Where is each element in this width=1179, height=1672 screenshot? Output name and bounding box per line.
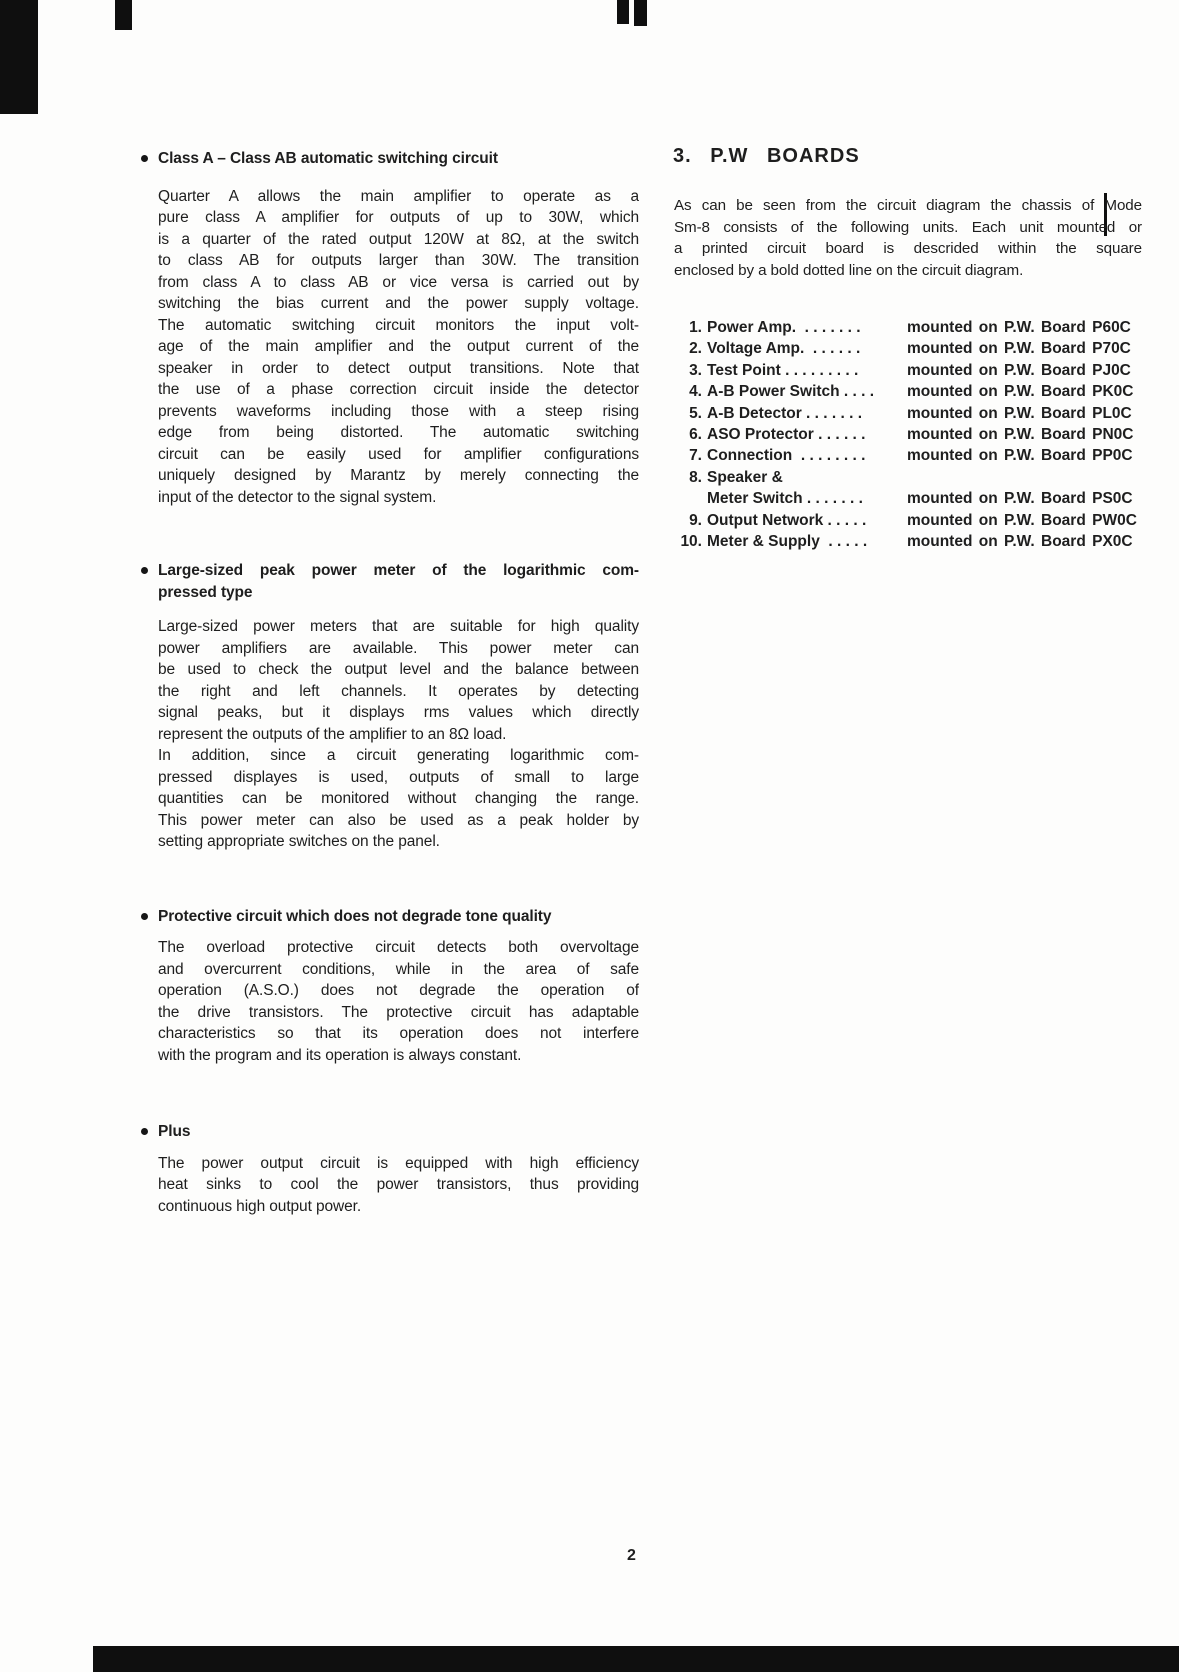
text-line: age of the main amplifier and the output current of the — [158, 338, 639, 355]
section-peak-power-meter — [158, 560, 639, 853]
text-line: a printed circuit board is descrided within the square — [674, 240, 1142, 257]
section-heading — [158, 906, 639, 928]
board-list-row — [660, 338, 1175, 359]
left-column — [158, 140, 639, 1217]
scan-artifact-top-mid-1 — [617, 0, 629, 24]
text-line: represent the outputs of the amplifier to an 8Ω load. — [158, 725, 507, 743]
board-row-mounted: mounted on P.W. Board PL0C — [907, 404, 1132, 422]
section-heading — [158, 1121, 639, 1143]
section-body — [158, 937, 639, 1066]
text-line: uniquely designed by Marantz by merely connecting the — [158, 467, 639, 484]
board-row-num: 7. — [689, 447, 702, 465]
section-heading-lines — [158, 906, 639, 928]
text-line: is a quarter of the rated output 120W at 8Ω, at the switch — [158, 230, 639, 248]
pw-boards-heading: 3. P.W BOARDS — [673, 145, 860, 167]
text-line: Quarter A allows the main amplifier to operate as a — [158, 187, 639, 205]
board-row-item: A-B Detector . . . . . . . — [707, 404, 863, 422]
text-line: pressed type — [158, 583, 253, 601]
text-line: This power meter can also be used as a peak holder by — [158, 811, 639, 829]
board-row-mounted: mounted on P.W. Board PW0C — [907, 511, 1137, 529]
board-row-mounted: mounted on P.W. Board PJ0C — [907, 361, 1131, 379]
board-row-item: A-B Power Switch . . . . — [707, 383, 875, 401]
text-line: The automatic switching circuit monitors the input volt- — [158, 316, 639, 334]
text-line: The overload protective circuit detects both overvoltage — [158, 939, 639, 956]
text-line: signal peaks, but it displays rms values which directly — [158, 704, 639, 721]
section-heading — [158, 148, 639, 170]
text-line: prevents waveforms including those with a steep rising — [158, 402, 639, 420]
board-row-mounted: mounted on P.W. Board P60C — [907, 319, 1131, 336]
text-line: switching the bias current and the power supply voltage. — [158, 295, 639, 312]
board-list-row — [660, 467, 1175, 488]
text-line: As can be seen from the circuit diagram the chassis of Mode — [674, 197, 1142, 214]
scan-artifact-top-left — [0, 0, 38, 114]
section-protective-circuit — [158, 906, 639, 1067]
bullet-icon — [141, 567, 148, 574]
board-row-item: Output Network . . . . . — [707, 511, 867, 529]
board-list-row — [660, 424, 1175, 445]
scan-artifact-bottom-bar — [93, 1646, 1179, 1672]
board-list-row — [660, 488, 1175, 509]
text-line: characteristics so that its operation does not interfere — [158, 1025, 639, 1042]
text-line: circuit can be easily used for amplifier configurations — [158, 445, 639, 463]
board-list-row — [660, 360, 1175, 381]
text-line: Sm-8 consists of the following units. Each unit mounted or — [674, 218, 1142, 236]
text-line: heat sinks to cool the power transistors, thus providing — [158, 1176, 639, 1193]
text-line: power amplifiers are available. This power meter can — [158, 639, 639, 657]
board-list-row — [660, 403, 1175, 424]
text-line: Large-sized power meters that are suitable for high quality — [158, 618, 639, 635]
section-plus — [158, 1121, 639, 1217]
section-heading-lines — [158, 560, 639, 603]
board-list-row — [660, 510, 1175, 531]
board-list-row — [660, 381, 1175, 402]
bullet-icon — [141, 1128, 148, 1135]
text-line: Plus — [158, 1123, 191, 1140]
board-row-num: 9. — [689, 511, 702, 529]
section-heading-lines — [158, 148, 639, 170]
board-list-row — [660, 317, 1175, 338]
board-row-mounted: mounted on P.W. Board PX0C — [907, 532, 1133, 550]
board-row-item: Meter Switch . . . . . . . — [707, 490, 863, 508]
section-body — [158, 1153, 639, 1218]
board-row-mounted: mounted on P.W. Board PN0C — [907, 425, 1134, 443]
text-line: Protective circuit which does not degrade tone quality — [158, 907, 552, 925]
text-line: input of the detector to the signal system. — [158, 488, 437, 506]
board-row-mounted: mounted on P.W. Board P70C — [907, 340, 1131, 358]
text-line: Class A – Class AB automatic switching circuit — [158, 150, 498, 167]
text-line: enclosed by a bold dotted line on the circuit diagram. — [674, 261, 1024, 279]
board-row-num: 10. — [680, 532, 702, 550]
text-line: operation (A.S.O.) does not degrade the operation of — [158, 982, 639, 999]
text-line: edge from being distorted. The automatic switching — [158, 424, 639, 441]
text-line: speaker in order to detect output transitions. Note that — [158, 359, 639, 377]
board-row-num: 6. — [689, 425, 702, 443]
text-line: the use of a phase correction circuit inside the detector — [158, 381, 639, 398]
board-row-num: 5. — [689, 404, 702, 422]
board-row-item: Connection . . . . . . . . — [707, 447, 866, 465]
text-line: pure class A amplifier for outputs of up to 30W, which — [158, 209, 639, 226]
board-row-num: 3. — [689, 361, 702, 379]
text-line: continuous high output power. — [158, 1197, 362, 1215]
page-number: 2 — [627, 1547, 636, 1564]
board-row-item: Power Amp. . . . . . . . — [707, 319, 861, 336]
right-column — [660, 140, 1175, 552]
board-row-item: Speaker & — [707, 468, 783, 486]
scan-artifact-top-mid-2 — [634, 0, 647, 26]
text-line: The power output circuit is equipped with high efficiency — [158, 1154, 639, 1172]
text-line: to class AB for outputs larger than 30W. The transition — [158, 252, 639, 269]
section-heading — [158, 560, 639, 603]
text-line: the drive transistors. The protective circuit has adaptable — [158, 1003, 639, 1021]
text-line: pressed displayes is used, outputs of small to large — [158, 768, 639, 786]
board-row-item: Test Point . . . . . . . . . — [707, 361, 859, 379]
text-line: Large-sized peak power meter of the logarithmic com- — [158, 562, 639, 579]
board-row-mounted: mounted on P.W. Board PS0C — [907, 490, 1133, 508]
board-row-num: 2. — [689, 340, 702, 358]
board-list-row — [660, 531, 1175, 552]
scan-artifact-top-small — [115, 0, 132, 30]
board-row-num: 4. — [689, 383, 702, 401]
board-row-mounted: mounted on P.W. Board PP0C — [907, 447, 1133, 465]
board-list-row — [660, 445, 1175, 466]
board-row-item: ASO Protector . . . . . . — [707, 425, 866, 443]
text-line: be used to check the output level and the balance between — [158, 661, 639, 678]
text-line: In addition, since a circuit generating logarithmic com- — [158, 747, 639, 764]
text-line: and overcurrent conditions, while in the area of safe — [158, 960, 639, 978]
board-row-item: Voltage Amp. . . . . . . — [707, 340, 861, 358]
text-line: the right and left channels. It operates by detecting — [158, 682, 639, 700]
text-line: setting appropriate switches on the panel. — [158, 833, 440, 850]
text-line: with the program and its operation is always constant. — [158, 1046, 522, 1064]
text-line: quantities can be monitored without changing the range. — [158, 790, 639, 807]
pw-boards-intro — [674, 195, 1142, 281]
bullet-icon — [141, 913, 148, 920]
text-line: from class A to class AB or vice versa is carried out by — [158, 273, 639, 291]
bullet-icon — [141, 155, 148, 162]
section-body — [158, 616, 639, 853]
section-class-a-switching — [158, 148, 639, 508]
section-body — [158, 186, 639, 509]
board-row-num: 1. — [689, 319, 702, 336]
board-row-item: Meter & Supply . . . . . — [707, 532, 868, 550]
board-row-num: 8. — [689, 468, 702, 486]
board-row-mounted: mounted on P.W. Board PK0C — [907, 383, 1134, 401]
section-heading-lines — [158, 1121, 639, 1143]
board-list — [660, 317, 1175, 552]
